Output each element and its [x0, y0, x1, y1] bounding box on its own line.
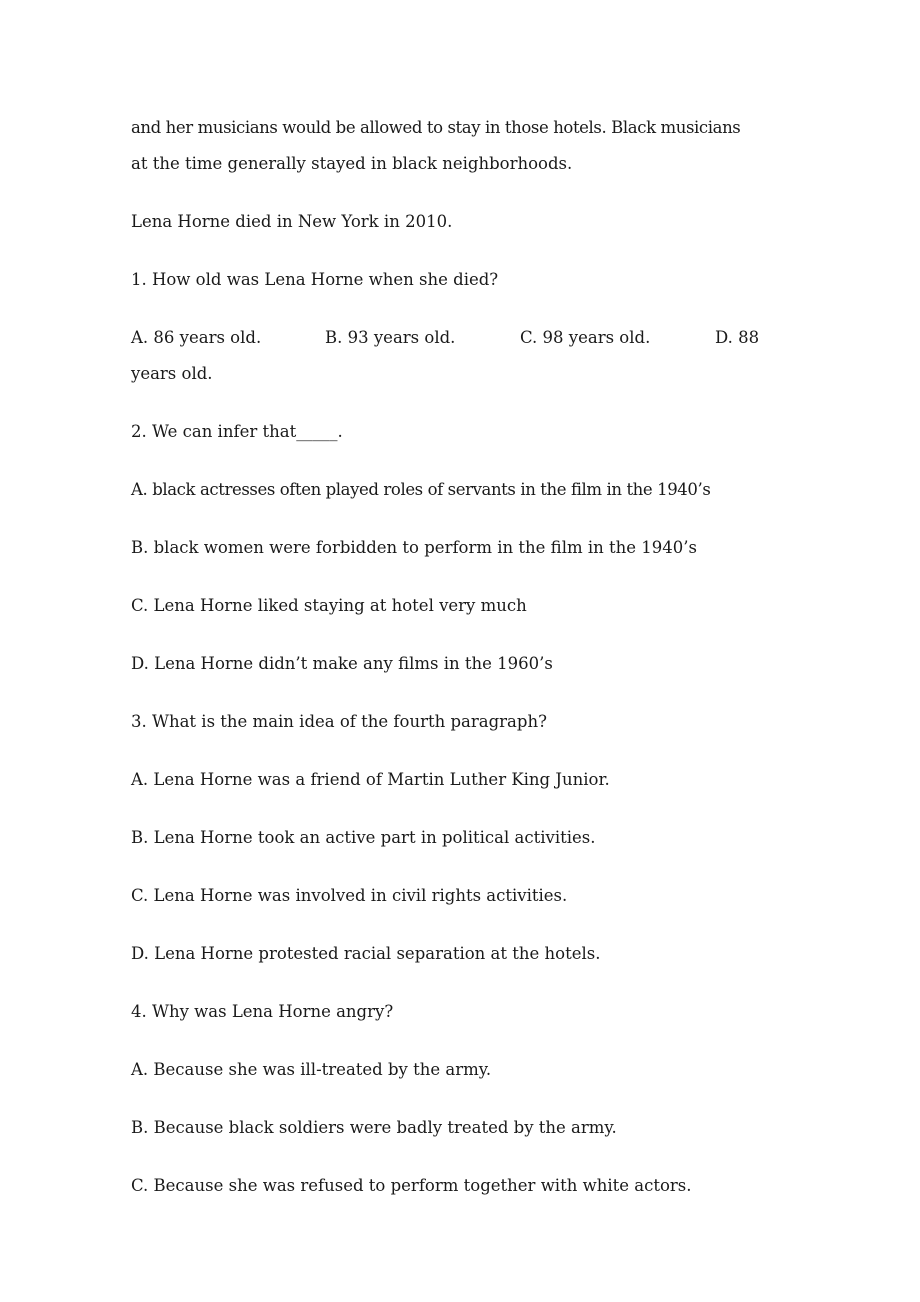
option-b: B. Because black soldiers were badly treated by the army. [131, 1118, 617, 1137]
question-stem: 1. How old was Lena Horne when she died? [131, 270, 499, 289]
question-stem: 4. Why was Lena Horne angry? [131, 1002, 394, 1021]
option-c: C. Because she was refused to perform together with white actors. [131, 1176, 692, 1195]
question-stem: 2. We can infer that_____. [131, 422, 343, 441]
option-a: A. black actresses often played roles of servants in the film in the 1940’s [131, 480, 711, 499]
option-b: B. Lena Horne took an active part in political activities. [131, 828, 596, 847]
option-b: B. 93 years old. [325, 328, 456, 347]
passage-line: Lena Horne died in New York in 2010. [131, 212, 453, 231]
option-c: C. Lena Horne was involved in civil rights activities. [131, 886, 568, 905]
option-b: B. black women were forbidden to perform in the film in the 1940’s [131, 538, 697, 557]
option-c: C. Lena Horne liked staying at hotel very much [131, 596, 527, 615]
option-row [131, 320, 791, 356]
option-a: A. Lena Horne was a friend of Martin Luther King Junior. [131, 770, 610, 789]
option-d: D. Lena Horne protested racial separation at the hotels. [131, 944, 601, 963]
option-d-continued: years old. [131, 364, 213, 383]
document-page [131, 110, 791, 1204]
question-stem: 3. What is the main idea of the fourth paragraph? [131, 712, 547, 731]
option-c: C. 98 years old. [520, 328, 651, 347]
option-a: A. 86 years old. [131, 328, 262, 347]
passage-line: and her musicians would be allowed to stay in those hotels. Black musicians [131, 118, 741, 137]
option-d: D. Lena Horne didn’t make any films in the 1960’s [131, 654, 553, 673]
passage-line: at the time generally stayed in black neighborhoods. [131, 154, 573, 173]
option-a: A. Because she was ill-treated by the army. [131, 1060, 492, 1079]
option-d: D. 88 [715, 328, 760, 347]
